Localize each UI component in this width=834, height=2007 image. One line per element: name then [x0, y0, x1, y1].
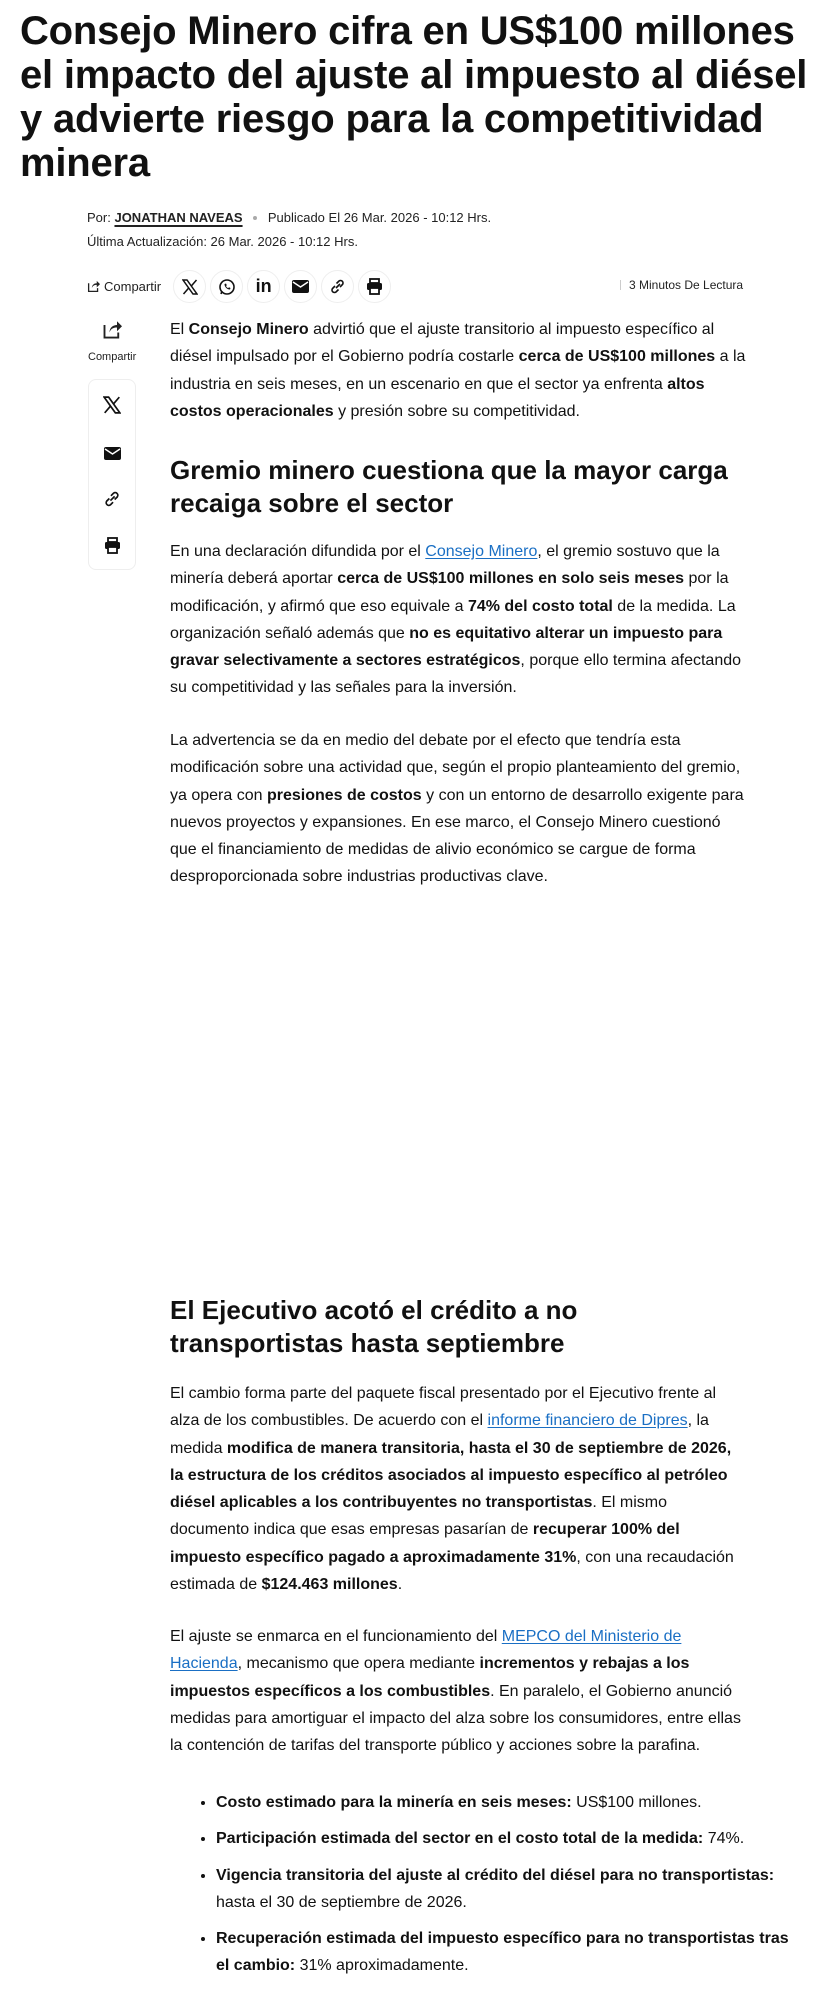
share-label: Compartir [104, 279, 162, 294]
text: , el gremio sostuvo que la minería deberá aportar [170, 543, 720, 588]
bold-text: cerca de US$100 millones en solo seis meses [337, 570, 685, 588]
paragraph [170, 316, 748, 425]
text: El ajuste se enmarca en el funcionamiento del [170, 1628, 502, 1645]
section-heading: El Ejecutivo acotó el crédito a no transportistas hasta septiembre [170, 1295, 578, 1358]
mail-icon [292, 280, 309, 293]
share-x-button[interactable] [173, 270, 206, 303]
linkedin-icon: in [255, 276, 272, 296]
bold-text: $124.463 millones [261, 1576, 398, 1594]
share-linkedin-button[interactable] [247, 270, 280, 303]
list-item-value: 74%. [703, 1830, 745, 1848]
bold-text: no es equitativo alterar un impuesto para gravar selectivamente a sectores estratégicos [170, 624, 723, 670]
list-item [216, 1925, 806, 1980]
text: y con un entorno de desarrollo exigente para nuevos proyectos y expansiones. En ese marco, el Consejo Minero cuestionó que el financiamiento de medidas de alivio económico se cargue de forma desproporcionada sobre industrias productivas clave. [170, 786, 744, 886]
section-heading: Gremio minero cuestiona que la mayor carga recaiga sobre el sector [170, 455, 728, 518]
text: por la modificación, y afirmó que eso equivale a [170, 570, 729, 615]
bold-text: Consejo Minero [188, 321, 309, 338]
x-icon [182, 279, 198, 295]
share-button[interactable] [87, 279, 161, 294]
list-item [216, 1862, 806, 1917]
share-bar [87, 270, 395, 303]
share-email-button[interactable] [284, 270, 317, 303]
link-icon [103, 490, 121, 508]
text: advirtió que el ajuste transitorio al impuesto específico al diésel impulsado por el Gobierno podría costarle [170, 321, 715, 366]
sidebar-email-button[interactable] [89, 447, 135, 460]
inline-link[interactable]: informe financiero de Dipres [487, 1412, 688, 1430]
share-icon [87, 280, 100, 293]
print-icon [104, 537, 121, 554]
sidebar-share-button[interactable] [88, 320, 136, 363]
key-facts-list [170, 1789, 806, 1989]
bold-text: presiones de costos [266, 786, 422, 804]
article-title: Consejo Minero cifra en US$100 millones el impacto del ajuste al impuesto al diésel y advierte riesgo para la competitividad minera [20, 9, 808, 185]
bold-text: recuperar 100% del impuesto específico pagado a aproximadamente 31% [170, 1521, 680, 1566]
divider [620, 280, 621, 290]
reading-time [620, 278, 743, 292]
inline-link[interactable]: Consejo Minero [425, 543, 538, 560]
bold-text: incrementos y rebajas a los impuestos específicos a los combustibles [170, 1655, 690, 1700]
text: , con una recaudación estimada de [170, 1548, 734, 1594]
list-item-value: hasta el 30 de septiembre de 2026. [216, 1893, 467, 1911]
sidebar-share-box [88, 379, 136, 570]
inline-link[interactable]: MEPCO del Ministerio de Hacienda [170, 1628, 682, 1673]
text: . En paralelo, el Gobierno anunció medidas para amortiguar el impacto del alza sobre los consumidores, entre ellas la contención de tarifas del transporte público y acciones sobre la parafina. [170, 1682, 741, 1755]
byline [87, 210, 491, 226]
text: La advertencia se da en medio del debate por el efecto que tendría esta modificación sobre una actividad que, según el propio planteamiento del gremio, ya opera con [170, 732, 741, 804]
bold-text: altos costos operacionales [170, 375, 705, 420]
mail-icon [104, 447, 121, 460]
list-item-value: US$100 millones. [571, 1794, 702, 1811]
text: . [397, 1576, 403, 1594]
list-item [216, 1789, 806, 1816]
text: . El mismo documento indica que esas empresas pasarían de [170, 1494, 668, 1539]
print-icon [366, 278, 383, 295]
list-item-label: Costo estimado para la minería en seis meses: [216, 1794, 572, 1811]
paragraph [170, 727, 748, 891]
text: El [170, 321, 189, 338]
author-link[interactable]: JONATHAN NAVEAS [114, 210, 243, 225]
share-copy-link-button[interactable] [321, 270, 354, 303]
share-icon [102, 320, 122, 340]
paragraph [170, 538, 748, 702]
published-date: Publicado El 26 Mar. 2026 - 10:12 Hrs. [267, 210, 492, 225]
list-item [216, 1825, 806, 1852]
sidebar-copy-link-button[interactable] [89, 490, 135, 508]
sidebar-x-button[interactable] [89, 396, 135, 414]
bold-text: modifica de manera transitoria, hasta el 30 de septiembre de 2026, la estructura de los créditos asociados al impuesto específico al petróleo diésel aplicables a los contribuyentes no transportistas [170, 1439, 732, 1512]
list-item-label: Participación estimada del sector en el costo total de la medida: [216, 1830, 704, 1848]
text: El cambio forma parte del paquete fiscal presentado por el Ejecutivo frente al alza de los combustibles. De acuerdo con el [170, 1385, 717, 1430]
share-whatsapp-button[interactable] [210, 270, 243, 303]
sidebar-print-button[interactable] [89, 537, 135, 554]
updated-date: Última Actualización: 26 Mar. 2026 - 10:12 Hrs. [87, 234, 358, 249]
text: de la medida. La organización señaló además que [170, 597, 736, 642]
text: En una declaración difundida por el [170, 543, 426, 560]
text: a la industria en seis meses, en un escenario en que el sector ya enfrenta [170, 348, 746, 393]
reading-time-label: 3 Minutos De Lectura [629, 278, 744, 292]
list-item-label: Vigencia transitoria del ajuste al crédito del diésel para no transportistas: [216, 1866, 775, 1884]
bold-text: 74% del costo total [467, 597, 613, 615]
sidebar-share-label: Compartir [88, 351, 137, 363]
text: y presión sobre su competitividad. [333, 402, 580, 420]
text: , mecanismo que opera mediante [237, 1655, 480, 1673]
paragraph [170, 1623, 748, 1759]
whatsapp-icon [218, 278, 236, 296]
list-item-label: Recuperación estimada del impuesto específico para no transportistas tras el cambio: [216, 1930, 789, 1975]
print-button[interactable] [358, 270, 391, 303]
text: , porque ello termina afectando su competitividad y las señales para la inversión. [170, 652, 742, 697]
byline-prefix: Por: [87, 210, 111, 225]
list-item-value: 31% aproximadamente. [295, 1957, 469, 1975]
text: , la medida [170, 1412, 709, 1457]
bold-text: cerca de US$100 millones [518, 348, 716, 366]
paragraph [170, 1380, 748, 1598]
x-icon [103, 396, 121, 414]
link-icon [329, 278, 346, 295]
separator-dot [253, 216, 257, 220]
